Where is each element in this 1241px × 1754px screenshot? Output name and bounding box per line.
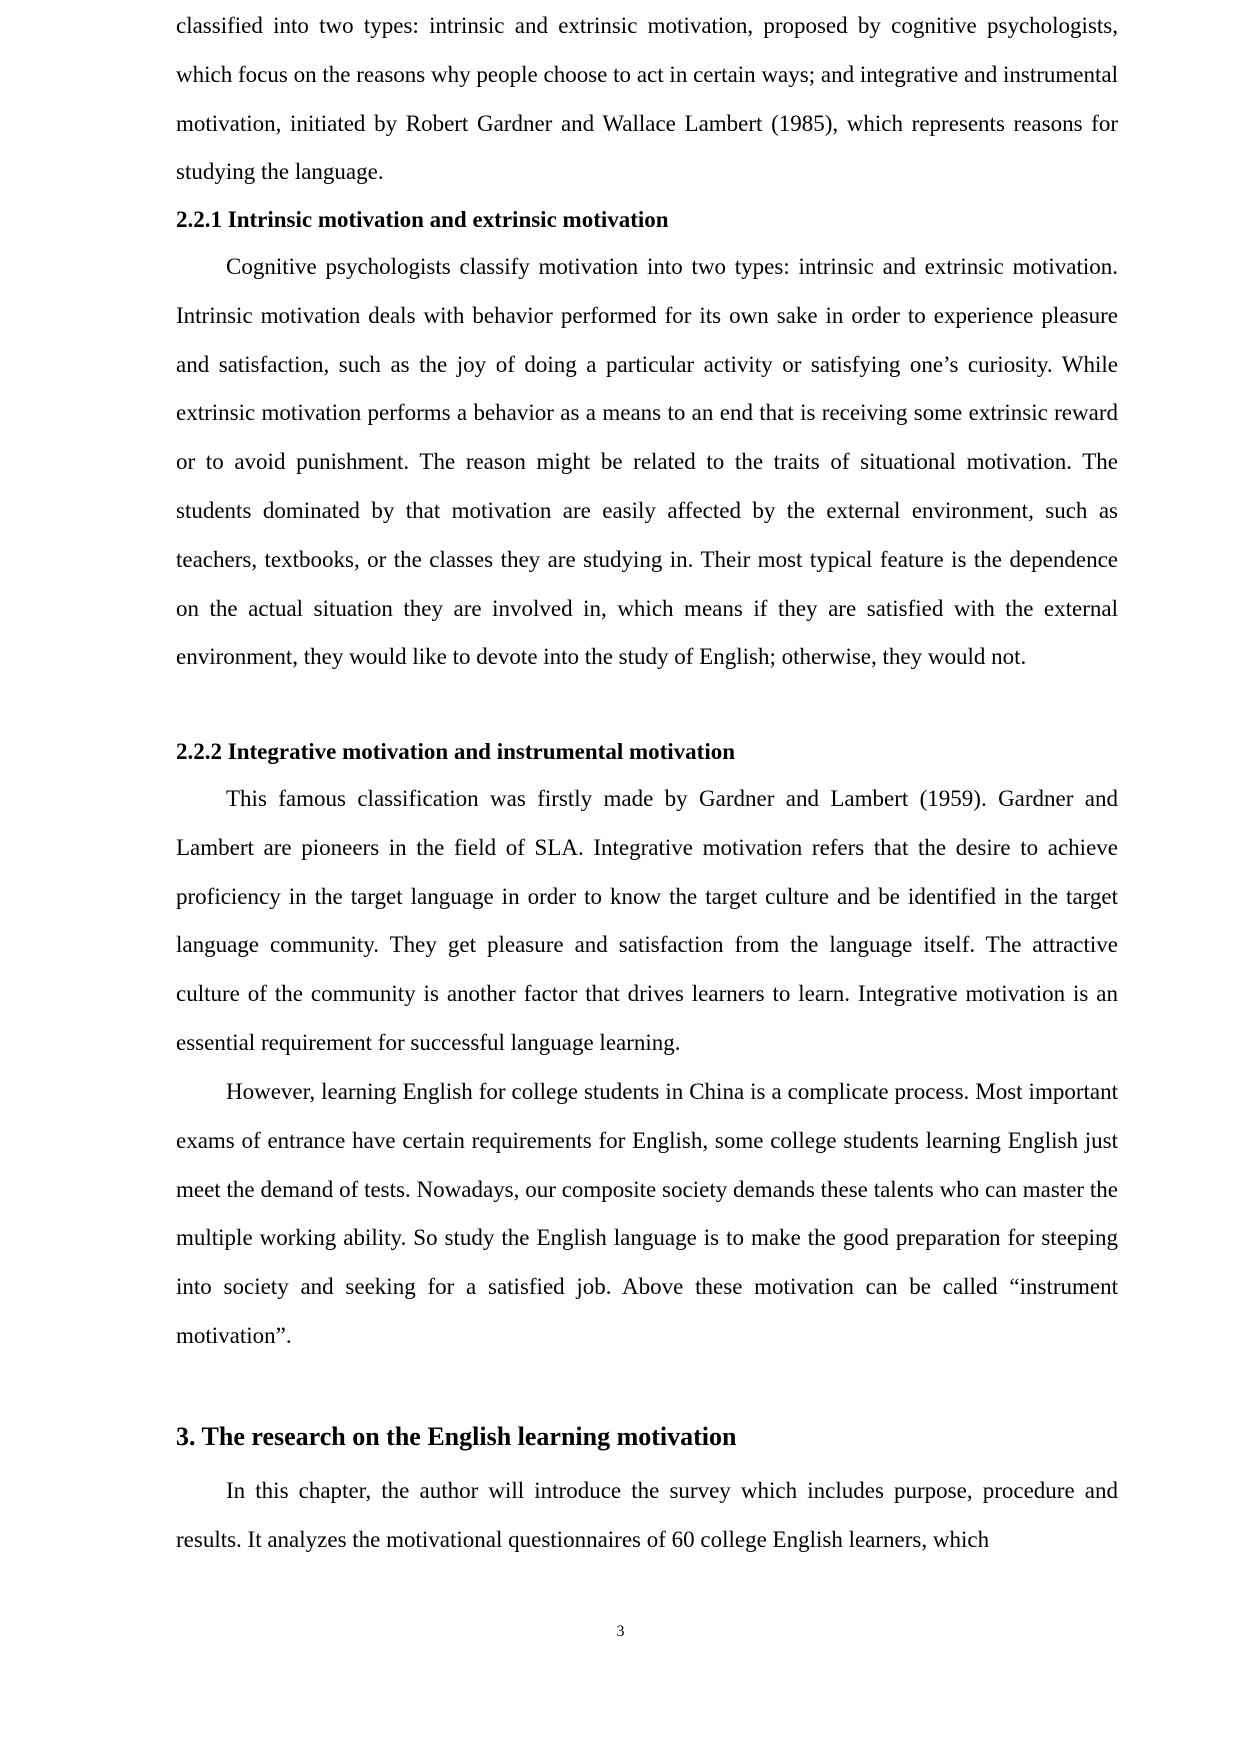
- section-2-2-1-heading: 2.2.1 Intrinsic motivation and extrinsic motivation: [176, 207, 669, 232]
- page-number: 3: [616, 1623, 625, 1640]
- intro-paragraph: classified into two types: intrinsic and extrinsic motivation, proposed by cognitive psychologists, which focus on the reasons why people choose to act in certain ways; and integrative and instrumental motivation, initiated by Robert Gardner and Wallace Lambert (1985), which represents reasons for studying the language.: [176, 13, 1118, 185]
- section-3-paragraph: In this chapter, the author will introduce the survey which includes purpose, procedure and results. It analyzes the motivational questionnaires of 60 college English learners, which: [176, 1478, 1118, 1552]
- section-2-2-2-heading: 2.2.2 Integrative motivation and instrumental motivation: [176, 739, 736, 764]
- section-2-2-1-paragraph: Cognitive psychologists classify motivation into two types: intrinsic and extrinsic motivation. Intrinsic motivation deals with behavior performed for its own sake in order to experience pleasure and satisfaction, such as the joy of doing a particular activity or satisfying one’s curiosity. While extrinsic motivation performs a behavior as a means to an end that is receiving some extrinsic reward or to avoid punishment. The reason might be related to the traits of situational motivation. The students dominated by that motivation are easily affected by the external environment, such as teachers, textbooks, or the classes they are studying in. Their most typical feature is the dependence on the actual situation they are involved in, which means if they are satisfied with the external environment, they would like to devote into the study of English; otherwise, they would not.: [176, 254, 1118, 670]
- section-3-heading: 3. The research on the English learning motivation: [176, 1422, 737, 1451]
- section-2-2-2-paragraph-1: This famous classification was firstly made by Gardner and Lambert (1959). Gardner and Lambert are pioneers in the field of SLA. Integrative motivation refers that the desire to achieve proficiency in the target language in order to know the target culture and be identified in the target language community. They get pleasure and satisfaction from the language itself. The attractive culture of the community is another factor that drives learners to learn. Integrative motivation is an essential requirement for successful language learning.: [176, 786, 1118, 1055]
- section-2-2-2-paragraph-2: However, learning English for college students in China is a complicate process. Most important exams of entrance have certain requirements for English, some college students learning English just meet the demand of tests. Nowadays, our composite society demands these talents who can master the multiple working ability. So study the English language is to make the good preparation for steeping into society and seeking for a satisfied job. Above these motivation can be called “instrument motivation”.: [176, 1079, 1118, 1348]
